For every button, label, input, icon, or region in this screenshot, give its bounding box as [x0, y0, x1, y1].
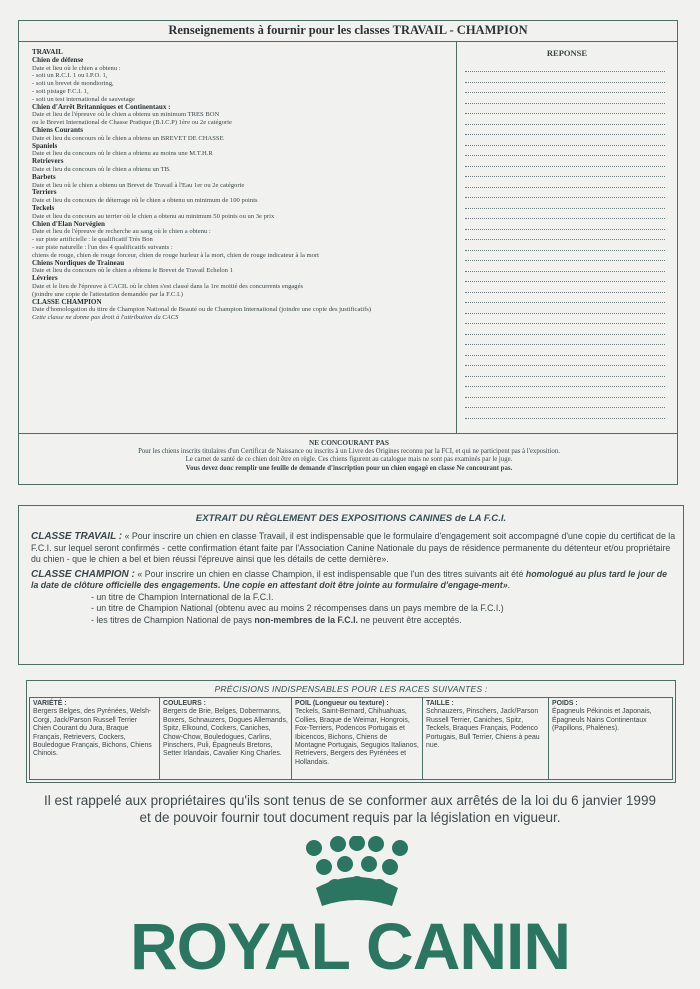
- legal-reminder: [20, 793, 680, 826]
- requirement-line: Date et lieu du concours où le chien a obtenu un TB.: [32, 165, 171, 173]
- requirement-line: - soit pistage F.C.I. 1,: [32, 87, 89, 95]
- non-concourant-line: Pour les chiens inscrits titulaires d'un Certificat de Naissance ou inscrits à un Livre des Origines reconnu par la FCI, et qui ne participent pas à l'exposition.: [138, 447, 560, 455]
- champion-titles-list: [31, 592, 676, 627]
- requirement-line: Cette classe ne donne pas droit à l'attribution du CACS: [32, 314, 179, 322]
- response-line: [465, 386, 665, 387]
- race-column-variete: [30, 698, 160, 779]
- response-line: [465, 250, 665, 251]
- requirement-line: Date et lieu de l'épreuve où le chien a obtenu un minimum TRES BON: [32, 111, 220, 119]
- response-line: [465, 239, 665, 240]
- response-line: [465, 71, 665, 72]
- race-column-text: Épagneuls Pékinois et Japonais, Épagneuls Nains Continentaux (Papillons, Phalènes).: [552, 708, 652, 733]
- response-line: [465, 407, 665, 408]
- race-column-header: VARIÉTÉ :: [33, 700, 67, 707]
- requirement-line: chiens de rouge, chien de rouge forceur, chien de rouge hurleur à la mort, chien de rouge indicateur à la mort: [32, 251, 319, 259]
- requirement-heading: TRAVAIL: [32, 48, 63, 56]
- response-line: [465, 271, 665, 272]
- list-item: - un titre de Champion National (obtenu avec au moins 2 récompenses dans un pays membre de la F.C.I.): [91, 603, 676, 615]
- response-header: REPONSE: [546, 48, 588, 58]
- response-line: [465, 208, 665, 209]
- race-column-poil: [292, 698, 423, 779]
- extract-title: EXTRAIT DU RÈGLEMENT DES EXPOSITIONS CANINES de LA F.C.I.: [195, 513, 507, 524]
- race-column-taille: [423, 698, 549, 779]
- requirement-line: Date et lieu du concours où le chien a obtenu le Brevet de Travail Echelon 1: [32, 267, 233, 275]
- response-line: [465, 82, 665, 83]
- requirement-line: Date et lieu du concours où le chien a obtenu au moins une M.T.H.R: [32, 150, 213, 158]
- classe-champion-paragraph: [31, 569, 676, 592]
- race-column-text: Teckels, Saint-Bernard, Chihuahuas, Collies, Braque de Weimar, Hongrois, Fox-Terriers, Podencos Portugais et Ibicencos, Bichons, Chiens de Montagne Portugais, Segugios Italianos, Retrievers, Bergers des Pyrénées et Hollandais.: [295, 708, 419, 766]
- requirement-line: - soit un test international de sauvetage: [32, 95, 135, 103]
- requirement-heading: Lévriers: [32, 274, 58, 283]
- list-item-bold: non-membres de la F.C.I.: [254, 614, 358, 625]
- requirement-heading: Teckels: [32, 203, 55, 212]
- races-title: PRÉCISIONS INDISPENSABLES POUR LES RACES SUIVANTES :: [214, 684, 488, 694]
- non-concourant-block: [29, 439, 669, 473]
- races-table: [29, 697, 673, 780]
- response-line: [465, 292, 665, 293]
- requirement-line: Date et lieu du concours au terrier où le chien a obtenu au minimum 50 points ou un 3e prix: [32, 212, 275, 220]
- response-line: [465, 166, 665, 167]
- list-item: - un titre de Champion International de la F.C.I.: [91, 592, 676, 604]
- non-concourant-title: NE CONCOURANT PAS: [308, 438, 389, 447]
- requirement-heading: CLASSE CHAMPION: [32, 297, 102, 306]
- requirement-line: - soit un R.C.I. 1 ou I.P.O. 1,: [32, 72, 108, 80]
- response-line: [465, 376, 665, 377]
- classe-travail-label: CLASSE TRAVAIL :: [31, 531, 123, 542]
- response-line: [465, 187, 665, 188]
- list-item: [91, 615, 676, 627]
- response-line: [465, 218, 665, 219]
- requirement-heading: Retrievers: [32, 157, 64, 166]
- response-line: [465, 344, 665, 345]
- races-box: [26, 680, 676, 783]
- response-line: [465, 313, 665, 314]
- classe-travail-paragraph: [31, 531, 676, 566]
- response-line: [465, 113, 665, 114]
- response-line: [465, 323, 665, 324]
- classe-champion-bold-text: homologué au plus tard le jour de la date de clôture officielle des engagements. Une copie en attestant doit être jointe au formulaire d'engage-ment»: [31, 568, 668, 590]
- requirement-line: Date et lieu du concours où le chien a obtenu un BREVET DE CHASSE: [32, 134, 224, 142]
- column-divider: [456, 41, 457, 433]
- response-line: [465, 365, 665, 366]
- list-item-text-end: ne peuvent être acceptés.: [357, 614, 462, 625]
- race-column-header: TAILLE :: [426, 700, 454, 707]
- classe-champion-end: .: [507, 580, 511, 590]
- race-column-header: POIDS :: [552, 700, 578, 707]
- response-line: [465, 355, 665, 356]
- requirement-heading: Chiens Nordiques de Traineau: [32, 258, 125, 267]
- requirement-line: Date et lieu où le chien a obtenu un Brevet de Travail à l'Eau 1er ou 2e catégorie: [32, 181, 245, 189]
- form-title: Renseignements à fournir pour les classes TRAVAIL - CHAMPION: [19, 21, 677, 42]
- requirement-heading: Barbets: [32, 172, 56, 181]
- non-concourant-line: Le carnet de santé de ce chien doit être en règle. Ces chiens figurent au catalogue mais ne sont pas examinés par le juge.: [185, 456, 513, 463]
- section-divider: [19, 433, 677, 434]
- requirement-heading: Chien d'Arrêt Britanniques et Continentaux :: [32, 102, 171, 111]
- race-column-header: POIL (Longueur ou texture) :: [295, 700, 389, 707]
- requirement-line: Date et lieu où le chien a obtenu :: [32, 64, 121, 72]
- response-line: [465, 92, 665, 93]
- response-line: [465, 155, 665, 156]
- requirement-line: ou le Brevet International de Chasse Pratique (B.I.C.P) 1ère ou 2e catégorie: [32, 119, 232, 127]
- legal-reminder-line: et de pouvoir fournir tout document requis par la législation en vigueur.: [139, 809, 561, 825]
- response-line: [465, 145, 665, 146]
- response-line: [465, 260, 665, 261]
- requirement-line: - soit un brevet de mondioring,: [32, 80, 114, 88]
- race-column-text: Bergers de Brie, Belges, Dobermanns, Boxers, Schnauzers, Dogues Allemands, Spitz, Elkound, Cockers, Caniches, Chow-Chow, Bouledogues, Carlins, Pinschers, Puli, Épagneuls Bretons, Setter Irlandais, Cavalier King Charles.: [163, 708, 288, 758]
- requirement-line: Date et le lieu de l'épreuve à CACIL où le chien s'est classé dans la 1re moitié des concurrents engagés: [32, 282, 304, 290]
- response-line: [465, 418, 665, 419]
- response-line: [465, 124, 665, 125]
- classe-champion-text: « Pour inscrire un chien en classe Champion, il est indispensable que l'un des titres suivants ait été: [137, 568, 526, 579]
- race-column-text: Bergers Belges, des Pyrénées, Welsh-Corgi, Jack/Parson Russell Terrier Chien Courant du Jura, Braque Français, Retrievers, Cockers, Bouledogue Français, Bichons, Chiens Chinois.: [33, 708, 152, 758]
- form-box: [18, 20, 678, 485]
- requirement-heading: Chiens Courants: [32, 125, 84, 134]
- response-line: [465, 281, 665, 282]
- extract-box: [18, 505, 684, 665]
- response-line: [465, 302, 665, 303]
- non-concourant-bold-line: Vous devez donc remplir une feuille de demande d'inscription pour un chien engagé en classe Ne concourant pas.: [185, 464, 513, 472]
- requirements-list: [32, 49, 452, 322]
- requirement-line: (joindre une copie de l'attestation demandée par la F.C.I.): [32, 290, 183, 298]
- response-line: [465, 229, 665, 230]
- royal-canin-logo: ROYAL CANIN: [129, 909, 571, 983]
- classe-travail-text: « Pour inscrire un chien en classe Travail, il est indispensable que le formulaire d'engagement soit accompagné d'une copie du certificat de la F.C.I. sur lequel seront confirmés - cette confirmation étant faite par l'Association Canine Nationale du pays de résidence permanente du détenteur et/ou propriétaire du chien - que le chien a bel et bien réussi l'épreuve ainsi que les détails de cette dernière».: [31, 531, 676, 564]
- response-line: [465, 397, 665, 398]
- response-line: [465, 334, 665, 335]
- classe-champion-label: CLASSE CHAMPION :: [31, 568, 135, 580]
- race-column-couleurs: [160, 698, 292, 779]
- response-line: [465, 197, 665, 198]
- requirement-heading: Spaniels: [32, 141, 58, 150]
- requirement-line: - sur piste artificielle : le qualificatif Très Bon: [32, 236, 153, 244]
- race-column-poids: [549, 698, 672, 779]
- extract-body: [31, 531, 676, 626]
- requirement-line: - sur piste naturelle : l'un des 4 qualificatifs suivants :: [32, 243, 173, 251]
- response-line: [465, 176, 665, 177]
- requirement-line: Date et lieu de l'épreuve de recherche au sang où le chien a obtenu :: [32, 228, 211, 236]
- response-line: [465, 134, 665, 135]
- requirement-line: Date et lieu du concours de déterrage où le chien a obtenu un minimum de 100 points: [32, 197, 258, 205]
- requirement-heading: Chien de défense: [32, 55, 84, 64]
- race-column-header: COULEURS :: [163, 700, 206, 707]
- requirement-heading: Chien d'Elan Norvégien: [32, 219, 105, 228]
- legal-reminder-line: Il est rappelé aux propriétaires qu'ils sont tenus de se conformer aux arrêtés de la loi du 6 janvier 1999: [44, 793, 656, 808]
- requirement-line: Date d'homologation du titre de Champion National de Beauté ou de Champion International (joindre une copie des justificatifs): [32, 306, 372, 314]
- requirement-heading: Terriers: [32, 188, 57, 197]
- response-line: [465, 103, 665, 104]
- list-item-text: les titres de Champion National de pays: [96, 614, 255, 625]
- race-column-text: Schnauzers, Pinschers, Jack/Parson Russell Terrier, Caniches, Spitz, Teckels, Braques Français, Podenco Portugais, Bull Terrier, Chiens à peau nue.: [426, 708, 540, 750]
